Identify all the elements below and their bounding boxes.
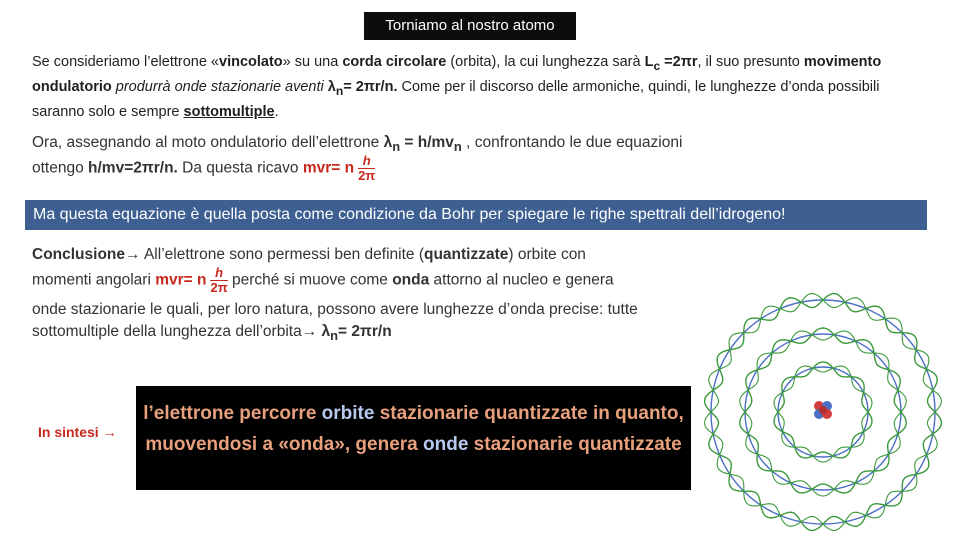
slide-title: Torniamo al nostro atomo: [364, 12, 576, 40]
conclusion-line-3: onde stazionarie le quali, per loro natura, possono avere lunghezze d’onda precise: tutte: [32, 301, 638, 318]
summary-box: l’elettrone percorre orbite stazionarie quantizzate in quanto, muovendosi a «onda», genera onde stazionarie quantizzate: [136, 386, 691, 490]
mvr-formula: mvr= n: [302, 159, 355, 177]
assignment-line-2: ottengo h/mv=2πr/n. Da questa ricavo mvr= n $\frac{h}{2\pi}$: [32, 153, 376, 183]
summary-label: In sintesi →: [38, 424, 117, 440]
nucleus-icon: [814, 401, 832, 419]
standing-wave-orbits-figure: [703, 292, 943, 532]
conclusion-line-4: sottomultiple della lunghezza dell’orbita→ $\lambda_n= 2\pi r/n$: [32, 323, 392, 344]
conclusion-line-2: momenti angolari mvr= n $\frac{h}{2\pi}$ perché si muove come onda attorno al nucleo e genera: [32, 265, 614, 295]
assignment-line-1: Ora, assegnando al moto ondulatorio dell’elettrone $\lambda_n = h/mv_n$ , confrontando le due equazioni: [32, 134, 683, 155]
h-over-2pi-fraction: $\frac{h}{2\pi}$: [358, 153, 376, 183]
conclusion-line-1: Conclusione→ All’elettrone sono permessi ben definite (quantizzate) orbite con: [32, 246, 586, 263]
intro-paragraph: Se consideriamo l’elettrone «vincolato» su una corda circolare (orbita), la cui lunghezza sarà $L_c =2\pi r$, il suo presunto movimento ondulatorio produrrà onde stazionarie aventi $\lambda_n= 2\pi r/n$. Come per il discorso delle armoniche, quindi, le lunghezze d’onda possibili saranno solo e sempre sottomultiple.: [32, 54, 882, 120]
conclusion-label: Conclusione→: [32, 246, 141, 263]
bohr-condition-banner: Ma questa equazione è quella posta come condizione da Bohr per spiegare le righe spettrali dell’idrogeno!: [25, 200, 927, 230]
h-over-2pi-fraction-2: $\frac{h}{2\pi}$: [210, 265, 228, 295]
